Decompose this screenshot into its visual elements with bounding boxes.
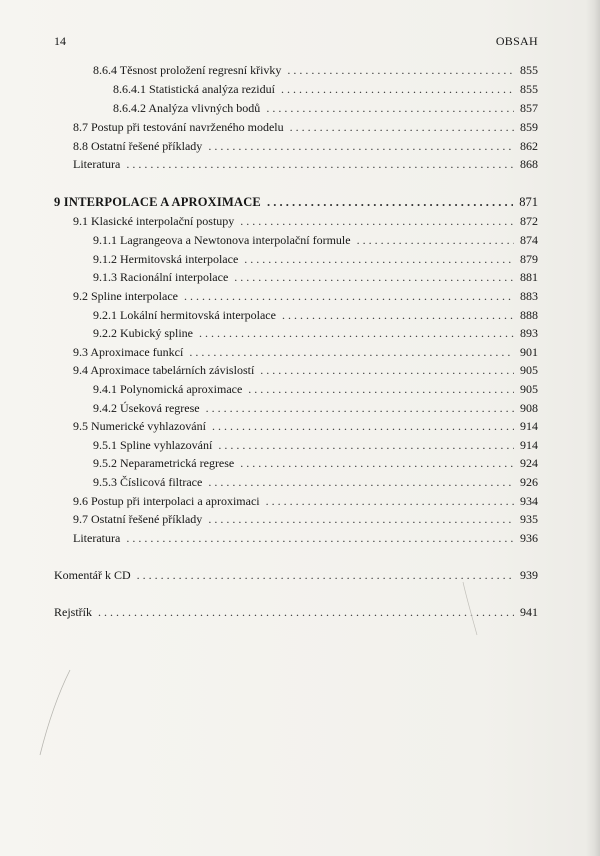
toc-page: 857 [520,101,538,115]
toc-label: 9.4.2 Úseková regrese [93,401,200,415]
dot-leader [240,456,514,471]
toc-entry[interactable] [73,214,538,229]
toc-page: 868 [520,157,538,171]
dot-leader [189,345,514,360]
toc-page: 934 [520,494,538,508]
scan-pencil-mark [455,580,515,640]
toc-page: 855 [520,63,538,77]
toc-page: 872 [520,214,538,228]
toc-entry[interactable] [93,270,538,285]
toc-entry[interactable] [93,456,538,471]
toc-entry[interactable] [93,326,538,341]
toc-page: 888 [520,308,538,322]
toc-label: 9.1.1 Lagrangeova a Newtonova interpolační formule [93,233,351,247]
dot-leader [240,214,514,229]
dot-leader [248,382,514,397]
toc-label: 9.2 Spline interpolace [73,289,178,303]
toc-page: 935 [520,512,538,526]
toc-page: 901 [520,345,538,359]
toc-entry[interactable] [73,289,538,304]
toc-page: 871 [519,195,538,209]
dot-leader [208,475,514,490]
dot-leader [290,120,514,135]
toc-label: 9.6 Postup při interpolaci a aproximaci [73,494,260,508]
toc-page: 905 [520,363,538,377]
dot-leader [126,531,514,546]
toc-label: 8.8 Ostatní řešené příklady [73,139,203,153]
toc-page: 924 [520,456,538,470]
dot-leader [218,438,514,453]
toc-label: 9.2.2 Kubický spline [93,326,193,340]
dot-leader [266,494,514,509]
toc-label: 8.6.4 Těsnost proložení regresní křivky [93,63,282,77]
dot-leader [260,363,514,378]
toc-entry[interactable] [73,345,538,360]
toc-label: 9.7 Ostatní řešené příklady [73,512,203,526]
dot-leader [266,101,514,116]
toc-label: 8.6.4.2 Analýza vlivných bodů [113,101,261,115]
toc-label: Komentář k CD [54,568,131,582]
toc-page: 862 [520,139,538,153]
toc-label: 9.5.3 Číslicová filtrace [93,475,203,489]
toc-label: 9.5.2 Neparametrická regrese [93,456,235,470]
toc-label: 9.1.3 Racionální interpolace [93,270,229,284]
toc-label: 9.1 Klasické interpolační postupy [73,214,235,228]
dot-leader [184,289,514,304]
toc-label: 9.5.1 Spline vyhlazování [93,438,213,452]
toc-page: 859 [520,120,538,134]
toc-page: 855 [520,82,538,96]
toc-page: 879 [520,252,538,266]
toc-entry[interactable] [73,494,538,509]
toc-page: 914 [520,438,538,452]
toc-page: 905 [520,382,538,396]
toc-page: 893 [520,326,538,340]
toc-page: 936 [520,531,538,545]
dot-leader [206,401,514,416]
dot-leader [357,233,514,248]
running-head: OBSAH [495,34,538,48]
dot-leader [208,512,514,527]
toc-entry[interactable] [93,382,538,397]
toc-page: 881 [520,270,538,284]
toc-label: 9.4 Aproximace tabelárních závislostí [73,363,255,377]
toc-label: 9.3 Aproximace funkcí [73,345,184,359]
toc-label: 9.1.2 Hermitovská interpolace [93,252,239,266]
dot-leader [199,326,514,341]
toc-entry[interactable] [93,401,538,416]
dot-leader [126,157,514,172]
scan-pencil-mark [30,660,90,760]
toc-label: Literatura [73,531,121,545]
toc-entry[interactable] [73,139,538,154]
toc-entry[interactable] [93,308,538,323]
toc-page: 941 [520,605,538,619]
toc-label: Rejstřík [54,605,92,619]
toc-entry[interactable] [73,363,538,378]
toc-label: Literatura [73,157,121,171]
toc-chapter-label: 9 INTERPOLACE A APROXIMACE [54,195,261,209]
toc-entry[interactable] [93,475,538,490]
toc-entry[interactable] [93,252,538,267]
dot-leader [267,195,513,210]
toc-entry[interactable] [93,63,538,78]
toc-page: 939 [520,568,538,582]
toc-entry[interactable] [73,157,538,172]
toc-label: 8.6.4.1 Statistická analýza reziduí [113,82,275,96]
dot-leader [98,605,514,620]
dot-leader [212,419,514,434]
toc-entry[interactable] [93,233,538,248]
toc-label: 9.5 Numerické vyhlazování [73,419,206,433]
toc-page: 926 [520,475,538,489]
toc-entry[interactable] [73,512,538,527]
toc-entry[interactable] [113,101,538,116]
page-number: 14 [54,34,66,48]
dot-leader [234,270,514,285]
dot-leader [281,82,514,97]
toc-entry[interactable] [73,120,538,135]
dot-leader [287,63,514,78]
toc-label: 9.4.1 Polynomická aproximace [93,382,243,396]
dot-leader [282,308,514,323]
toc-page: 914 [520,419,538,433]
toc-label: 8.7 Postup při testování navrženého modelu [73,120,284,134]
toc-entry[interactable] [73,531,538,546]
toc-page: 908 [520,401,538,415]
dot-leader [208,139,514,154]
toc-page: 883 [520,289,538,303]
toc-entry[interactable] [93,438,538,453]
dot-leader [244,252,514,267]
toc-entry[interactable] [73,419,538,434]
toc-label: 9.2.1 Lokální hermitovská interpolace [93,308,276,322]
toc-page: 874 [520,233,538,247]
toc-chapter-entry[interactable] [54,195,538,210]
toc-entry[interactable] [113,82,538,97]
